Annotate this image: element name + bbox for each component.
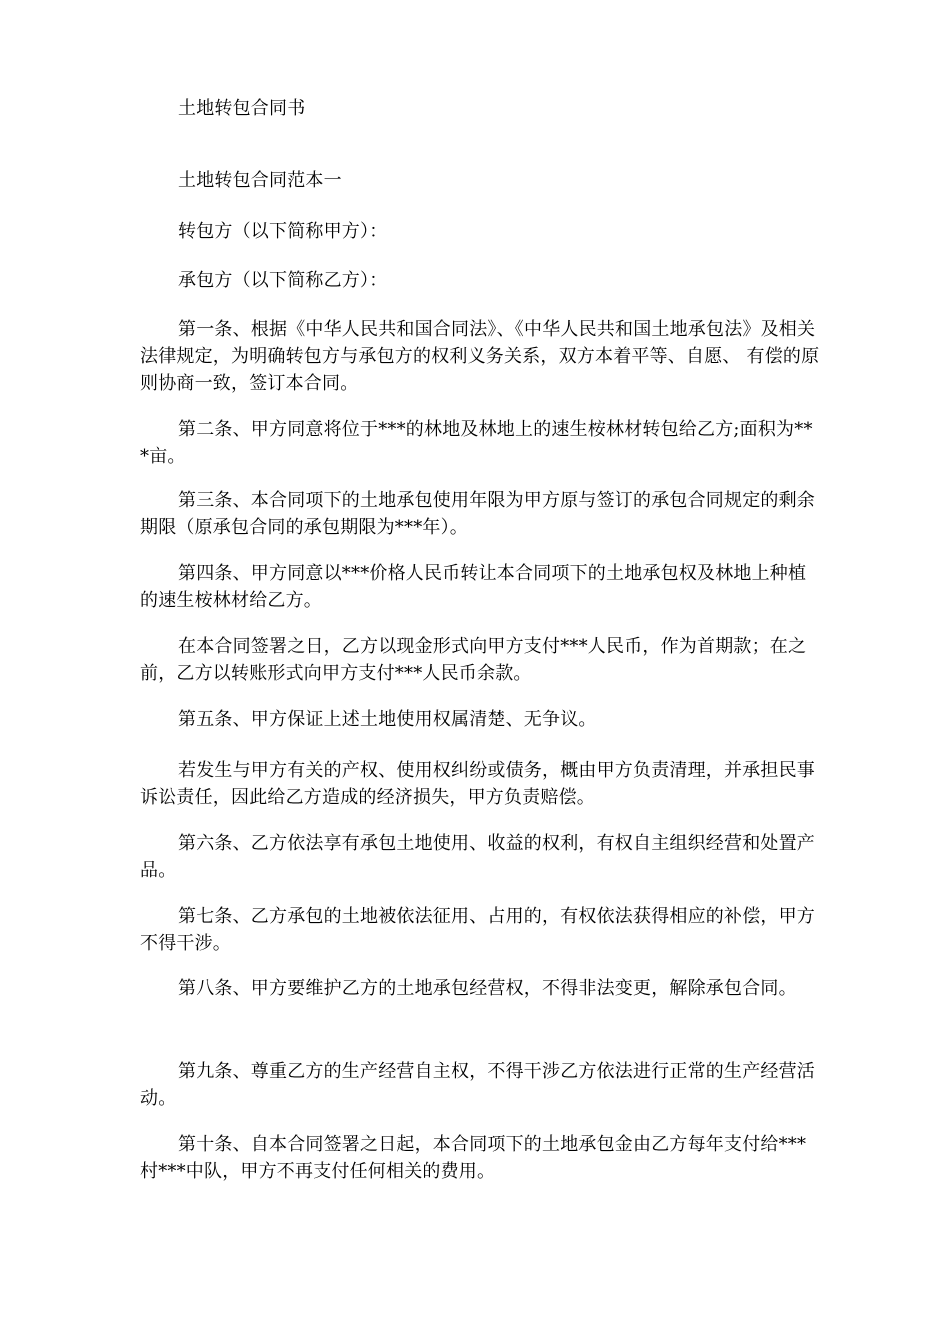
article-7: 第七条、乙方承包的土地被依法征用、占用的，有权依法获得相应的补偿，甲方不得干涉。 [140,906,815,954]
article-4-payment: 在本合同签署之日，乙方以现金形式向甲方支付***人民币，作为首期款；在之前，乙方以转账形式向甲方支付***人民币余款。 [140,636,807,684]
article-3: 第三条、本合同项下的土地承包使用年限为甲方原与签订的承包合同规定的剩余期限（原承包合同的承包期限为***年）。 [140,490,815,538]
article-8: 第八条、甲方要维护乙方的土地承包经营权，不得非法变更，解除承包合同。 [178,978,797,999]
article-10: 第十条、自本合同签署之日起，本合同项下的土地承包金由乙方每年支付给***村***中队，甲方不再支付任何相关的费用。 [140,1134,807,1182]
article-5-dispute: 若发生与甲方有关的产权、使用权纠纷或债务，概由甲方负责清理，并承担民事诉讼责任，因此给乙方造成的经济损失，甲方负责赔偿。 [140,760,815,808]
party-b-line: 承包方（以下简称乙方）： [178,270,388,291]
document-title: 土地转包合同书 [178,98,306,119]
party-a-line: 转包方（以下简称甲方）： [178,221,388,242]
article-2: 第二条、甲方同意将位于***的林地及林地上的速生桉林材转包给乙方;面积为***亩。 [140,419,813,467]
article-4: 第四条、甲方同意以***价格人民币转让本合同项下的土地承包权及林地上种植的速生桉林材给乙方。 [140,563,807,611]
article-6: 第六条、乙方依法享有承包土地使用、收益的权利，有权自主组织经营和处置产品。 [140,833,815,881]
document-subtitle: 土地转包合同范本一 [178,170,342,191]
article-9: 第九条、尊重乙方的生产经营自主权，不得干涉乙方依法进行正常的生产经营活动。 [140,1061,815,1109]
article-5: 第五条、甲方保证上述土地使用权属清楚、无争议。 [178,709,597,730]
article-1: 第一条、根据《中华人民共和国合同法》、《中华人民共和国土地承包法》及相关法律规定，为明确转包方与承包方的权利义务关系，双方本着平等、自愿、 有偿的原则协商一致，签订本合同。 [140,319,820,394]
